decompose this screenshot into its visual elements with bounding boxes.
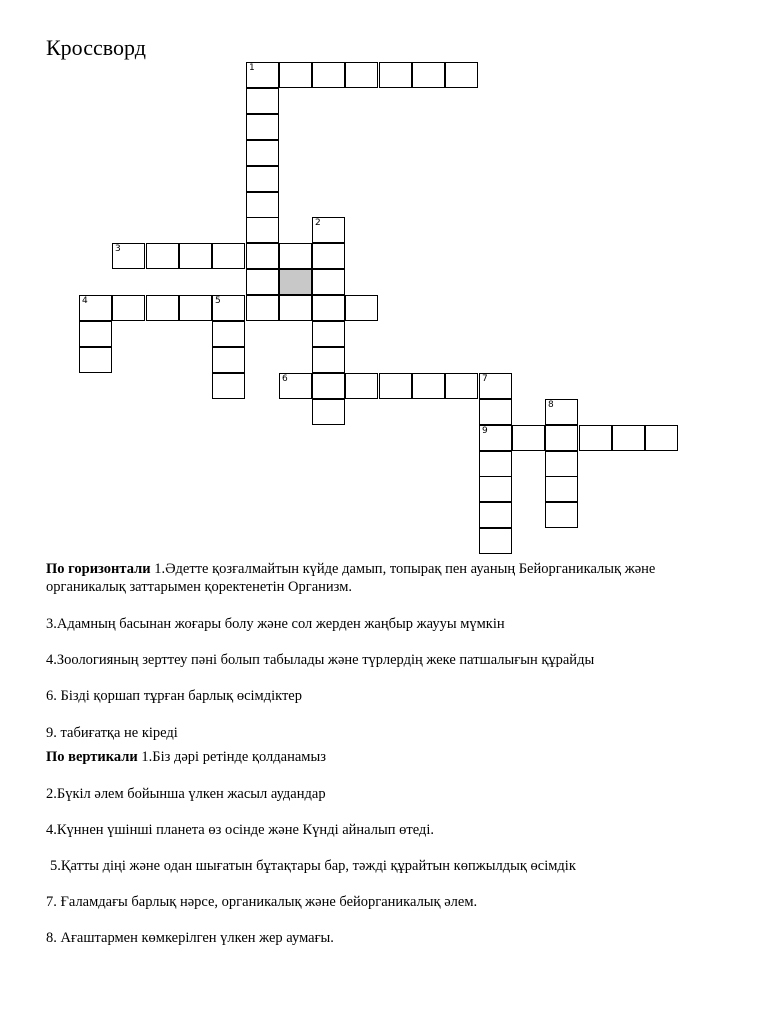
crossword-cell[interactable]	[79, 295, 112, 321]
crossword-cell[interactable]	[246, 62, 279, 88]
crossword-cell[interactable]	[545, 502, 578, 528]
clue-number: 8	[548, 400, 554, 410]
crossword-cell[interactable]	[545, 425, 578, 451]
crossword-cell[interactable]	[312, 373, 345, 399]
crossword-cell[interactable]	[146, 243, 179, 269]
crossword-cell[interactable]	[246, 295, 279, 321]
clue-text: 1.Біз дәрі ретінде қолданамыз	[141, 749, 326, 765]
clue-text: 1.Әдетте қозғалмайтын күйде дамып, топырақ пен ауаның Бейорганикалық және органикалық заттарымен қоректенетін Организм.	[46, 561, 656, 595]
crossword-cell[interactable]	[212, 373, 245, 399]
clue-horizontal-9: 9. табиғатқа не кіреді	[46, 725, 178, 741]
crossword-cell[interactable]	[246, 140, 279, 166]
clue-vertical-7: 7. Ғаламдағы барлық нәрсе, органикалық және бейорганикалық әлем.	[46, 894, 478, 910]
crossword-cell[interactable]	[212, 321, 245, 347]
crossword-cell[interactable]	[279, 373, 312, 399]
crossword-cell[interactable]	[479, 528, 512, 554]
clue-vertical-2: 2.Бүкіл әлем бойынша үлкен жасыл аудандар	[46, 786, 326, 802]
clue-number: 6	[282, 374, 288, 384]
crossword-cell[interactable]	[545, 476, 578, 502]
crossword-cell[interactable]	[479, 502, 512, 528]
crossword-cell[interactable]	[279, 62, 312, 88]
crossword-cell[interactable]	[246, 269, 279, 295]
crossword-cell[interactable]	[412, 62, 445, 88]
crossword-cell[interactable]	[545, 451, 578, 477]
crossword-cell[interactable]	[112, 295, 145, 321]
clue-vertical-1	[46, 748, 736, 766]
crossword-cell[interactable]	[579, 425, 612, 451]
crossword-cell[interactable]	[312, 295, 345, 321]
crossword-cell[interactable]	[479, 373, 512, 399]
crossword-cell[interactable]	[312, 399, 345, 425]
crossword-cell[interactable]	[212, 347, 245, 373]
crossword-cell[interactable]	[612, 425, 645, 451]
crossword-cell[interactable]	[79, 321, 112, 347]
crossword-cell[interactable]	[112, 243, 145, 269]
crossword-cell[interactable]	[279, 243, 312, 269]
clue-number: 7	[482, 374, 488, 384]
clue-number: 1	[249, 63, 255, 73]
crossword-cell[interactable]	[246, 192, 279, 218]
crossword-cell[interactable]	[246, 166, 279, 192]
crossword-cell[interactable]	[246, 243, 279, 269]
crossword-cell[interactable]	[146, 295, 179, 321]
crossword-cell[interactable]	[412, 373, 445, 399]
crossword-cell[interactable]	[212, 243, 245, 269]
crossword-cell[interactable]	[179, 295, 212, 321]
crossword-cell[interactable]	[345, 373, 378, 399]
crossword-cell[interactable]	[312, 321, 345, 347]
crossword-cell[interactable]	[479, 476, 512, 502]
crossword-cell[interactable]	[345, 62, 378, 88]
crossword-cell[interactable]	[545, 399, 578, 425]
crossword-cell[interactable]	[512, 425, 545, 451]
clue-number: 9	[482, 426, 488, 436]
clue-vertical-4: 4.Күннен үшінші планета өз осінде және Күнді айналып өтеді.	[46, 822, 434, 838]
crossword-cell[interactable]	[279, 269, 312, 295]
crossword-cell[interactable]	[479, 425, 512, 451]
crossword-cell[interactable]	[312, 243, 345, 269]
clue-vertical-8: 8. Ағаштармен көмкерілген үлкен жер аумағы.	[46, 930, 334, 946]
crossword-cell[interactable]	[246, 217, 279, 243]
crossword-cell[interactable]	[645, 425, 678, 451]
clue-horizontal-4: 4.Зоологияның зерттеу пәні болып табылады және түрлердің жеке патшалығын құрайды	[46, 652, 595, 668]
crossword-cell[interactable]	[312, 269, 345, 295]
clue-vertical-5: 5.Қатты діңі және одан шығатын бұтақтары бар, тәжді құрайтын көпжылдық өсімдік	[50, 858, 576, 874]
crossword-cell[interactable]	[312, 217, 345, 243]
crossword-cell[interactable]	[212, 295, 245, 321]
clue-number: 3	[115, 244, 121, 254]
clue-number: 4	[82, 296, 88, 306]
clue-horizontal-3: 3.Адамның басынан жоғары болу және сол жерден жаңбыр жаууы мүмкін	[46, 616, 505, 632]
crossword-cell[interactable]	[445, 62, 478, 88]
clue-horizontal-6: 6. Бізді қоршап тұрған барлық өсімдіктер	[46, 688, 302, 704]
clue-number: 5	[215, 296, 221, 306]
clue-number: 2	[315, 218, 321, 228]
crossword-cell[interactable]	[246, 88, 279, 114]
crossword-cell[interactable]	[279, 295, 312, 321]
crossword-cell[interactable]	[379, 373, 412, 399]
crossword-cell[interactable]	[179, 243, 212, 269]
crossword-cell[interactable]	[445, 373, 478, 399]
crossword-cell[interactable]	[479, 399, 512, 425]
crossword-cell[interactable]	[312, 347, 345, 373]
page-title: Кроссворд	[46, 35, 146, 60]
crossword-cell[interactable]	[312, 62, 345, 88]
clue-horizontal-1	[46, 560, 736, 596]
crossword-cell[interactable]	[379, 62, 412, 88]
crossword-cell[interactable]	[479, 451, 512, 477]
horizontal-heading: По горизонтали	[46, 561, 151, 577]
vertical-heading: По вертикали	[46, 749, 138, 765]
crossword-cell[interactable]	[79, 347, 112, 373]
crossword-cell[interactable]	[345, 295, 378, 321]
crossword-cell[interactable]	[246, 114, 279, 140]
